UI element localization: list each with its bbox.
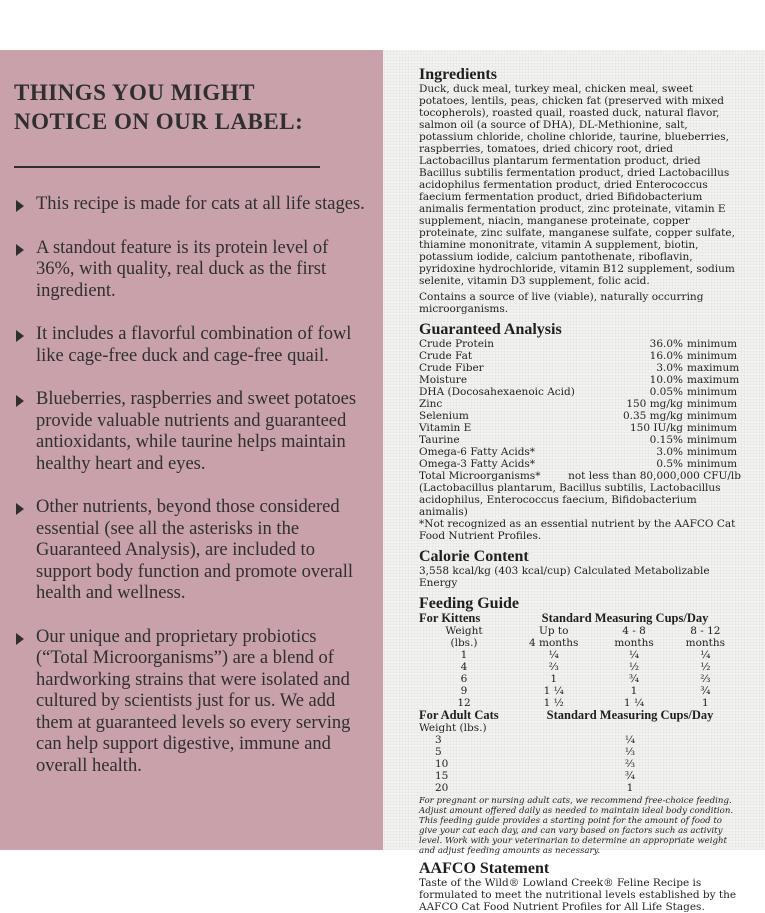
triangle-bullet-icon bbox=[16, 633, 24, 645]
analysis-row bbox=[419, 398, 741, 410]
analysis-name: Crude Fiber bbox=[419, 362, 484, 374]
analysis-value: 3.0% bbox=[656, 446, 683, 458]
analysis-name: Crude Fat bbox=[419, 350, 473, 362]
kitten-row-cell: ¼ bbox=[548, 649, 559, 661]
adult-row-cell: 5 bbox=[435, 746, 442, 758]
analysis-value: 36.0% bbox=[649, 338, 683, 350]
analysis-row bbox=[419, 350, 741, 362]
analysis-value: 150 mg/kg bbox=[626, 398, 683, 410]
analysis-table bbox=[419, 338, 741, 470]
analysis-row bbox=[419, 458, 741, 470]
kitten-row-cell: 1 ½ bbox=[543, 697, 564, 709]
aafco-heading: AAFCO Statement bbox=[419, 860, 550, 877]
analysis-name: Vitamin E bbox=[419, 422, 472, 434]
analysis-row bbox=[419, 338, 741, 350]
kitten-header-row-cell: 8 - 12 bbox=[690, 625, 721, 637]
analysis-name: Omega-3 Fatty Acids* bbox=[419, 458, 536, 470]
analysis-unit: minimum bbox=[687, 350, 738, 362]
analysis-value: 10.0% bbox=[649, 374, 683, 386]
highlights-heading bbox=[14, 78, 371, 136]
analysis-row bbox=[419, 410, 741, 422]
microorganisms-label: Total Microorganisms* bbox=[419, 470, 541, 482]
kitten-row-cell: ¼ bbox=[628, 649, 640, 661]
calorie-text: 3,558 kcal/kg (403 kcal/cup) Calculated Metabolizable Energy bbox=[419, 565, 710, 589]
triangle-bullet-icon bbox=[16, 244, 24, 256]
calorie-heading: Calorie Content bbox=[419, 548, 529, 565]
kitten-row-cell: 1 bbox=[460, 649, 468, 661]
analysis-unit: minimum bbox=[687, 398, 738, 410]
kitten-row-cell: 1 bbox=[701, 697, 709, 709]
kitten-header-row-cell: 4 months bbox=[528, 637, 579, 649]
analysis-heading: Guaranteed Analysis bbox=[419, 321, 562, 338]
adult-row-cell: 20 bbox=[435, 782, 449, 794]
analysis-name: Moisture bbox=[419, 374, 468, 386]
microorganisms-value: not less than 80,000,000 CFU/lb bbox=[568, 470, 741, 482]
kitten-row-cell: ¼ bbox=[700, 649, 711, 661]
analysis-unit: minimum bbox=[687, 458, 738, 470]
kitten-row bbox=[419, 673, 741, 685]
analysis-row bbox=[419, 374, 741, 386]
analysis-value: 16.0% bbox=[649, 350, 683, 362]
kitten-row-cell: 9 bbox=[460, 685, 468, 697]
analysis-unit: maximum bbox=[687, 362, 740, 374]
adult-row-cell: 15 bbox=[435, 770, 449, 782]
analysis-unit: minimum bbox=[687, 386, 738, 398]
analysis-unit: maximum bbox=[687, 374, 740, 386]
adult-row-cell: 3 bbox=[435, 734, 442, 746]
kitten-row-cell: ⅔ bbox=[548, 661, 559, 673]
analysis-row bbox=[419, 446, 741, 458]
kitten-header-row bbox=[419, 625, 741, 637]
adult-feeding-table bbox=[419, 709, 741, 794]
kitten-row-cell: ¾ bbox=[700, 685, 711, 697]
adult-row bbox=[419, 770, 741, 782]
analysis-name: Omega-6 Fatty Acids* bbox=[419, 446, 536, 458]
kitten-header-row-cell: Up to bbox=[538, 625, 569, 637]
kitten-row-cell: 6 bbox=[460, 673, 468, 685]
analysis-footnote: *Not recognized as an essential nutrient by the AAFCO Cat Food Nutrient Profiles. bbox=[419, 518, 736, 542]
adult-row-cell: ⅓ bbox=[624, 746, 636, 758]
heading-divider bbox=[14, 166, 320, 168]
triangle-bullet-icon bbox=[16, 503, 24, 515]
adult-row-cell: 10 bbox=[435, 758, 449, 770]
kitten-row-cell: 1 ¼ bbox=[543, 685, 564, 697]
kitten-header-row-cell: Weight bbox=[445, 625, 483, 637]
bullet-text: This recipe is made for cats at all life stages. bbox=[36, 194, 365, 214]
microorganisms-strains: (Lactobacillus plantarum, Bacillus subtilis, Lactobacillus acidophilus, Enterococcus faecium, Bifidobacterium animalis) bbox=[419, 482, 721, 518]
analysis-row bbox=[419, 422, 741, 434]
bullet-text: Other nutrients, beyond those considered essential (see all the asterisks in the Guaranteed Analysis), are included to support body function and promote overall health and wellness. bbox=[36, 497, 354, 603]
analysis-name: Crude Protein bbox=[419, 338, 495, 350]
kitten-row-cell: 1 ¼ bbox=[623, 697, 645, 709]
analysis-name: Taurine bbox=[419, 434, 460, 446]
analysis-value: 150 IU/kg bbox=[630, 422, 683, 434]
analysis-name: Zinc bbox=[419, 398, 443, 410]
bullet-text: Our unique and proprietary probiotics (“Total Microorganisms”) are a blend of hardworking strains that were isolated and cultured by scientists just for us. We add them at guaranteed levels so every serving can help support digestive, immune and overall health. bbox=[36, 626, 351, 776]
kitten-header-row-cell: months bbox=[685, 637, 726, 649]
adult-row bbox=[419, 746, 741, 758]
kitten-header-row bbox=[419, 637, 741, 649]
kittens-label: For Kittens bbox=[419, 611, 481, 625]
analysis-unit: minimum bbox=[687, 446, 738, 458]
kitten-row-cell: 1 bbox=[550, 673, 558, 685]
bullet-item bbox=[14, 627, 371, 778]
analysis-name: Selenium bbox=[419, 410, 469, 422]
kitten-row-cell: 4 bbox=[460, 661, 468, 673]
adult-cups-label: Standard Measuring Cups/Day bbox=[546, 708, 714, 722]
analysis-row bbox=[419, 386, 741, 398]
adult-row-cell: 1 bbox=[626, 782, 634, 794]
feeding-note: For pregnant or nursing adult cats, we recommend free-choice feeding. Adjust amount offered daily as needed to maintain ideal body condition. This feeding guide provides a starting point for the amount of food to give your cat each day, and can vary based on factors such as activity level. Work with your veterinarian to determine an appropriate weight and adjust feeding amounts as necessary. bbox=[419, 796, 734, 856]
nutrition-label bbox=[383, 50, 765, 913]
analysis-value: 0.05% bbox=[649, 386, 683, 398]
triangle-bullet-icon bbox=[16, 200, 24, 212]
analysis-unit: minimum bbox=[687, 410, 738, 422]
adult-cats-label: For Adult Cats bbox=[419, 708, 499, 722]
kitten-feeding-table bbox=[419, 612, 741, 709]
ingredients-text: Duck, duck meal, turkey meal, chicken meal, sweet potatoes, lentils, peas, chicken fat (preserved with mixed tocopherols), roasted quail, roasted duck, natural flavor, salmon oil (a source of DHA), DL-Methionine, salt, potassium chloride, choline chloride, taurine, blueberries, raspberries, tomatoes, dried chicory root, dried Lactobacillus plantarum fermentation product, dried Bacillus subtilis fermentation product, dried Lactobacillus acidophilus fermentation product, dried Enterococcus faecium fermentation product, dried Bifidobacterium animalis fermentation product, zinc proteinate, vitamin E supplement, niacin, manganese proteinate, copper proteinate, zinc sulfate, manganese sulfate, copper sulfate, thiamine mononitrate, vitamin A supplement, biotin, potassium iodide, calcium pantothenate, riboflavin, pyridoxine hydrochloride, vitamin B12 supplement, sodium selenite, vitamin D3 supplement, folic acid. bbox=[419, 83, 735, 287]
kitten-row bbox=[419, 685, 741, 697]
kitten-row-cell: ½ bbox=[628, 661, 640, 673]
kitten-row bbox=[419, 661, 741, 673]
analysis-row bbox=[419, 434, 741, 446]
heading-line-2: NOTICE ON OUR LABEL: bbox=[14, 109, 304, 134]
bullet-text: Blueberries, raspberries and sweet potatoes provide valuable nutrients and guaranteed antioxidants, while taurine helps maintain healthy heart and eyes. bbox=[36, 389, 357, 474]
aafco-text: Taste of the Wild® Lowland Creek® Feline Recipe is formulated to meet the nutritional levels established by the AAFCO Cat Food Nutrient Profiles for All Life Stages. bbox=[419, 877, 737, 913]
analysis-value: 3.0% bbox=[656, 362, 683, 374]
adult-row bbox=[419, 782, 741, 794]
adult-weight-header: Weight (lbs.) bbox=[419, 722, 487, 734]
kitten-header-row-cell: months bbox=[614, 637, 654, 649]
kitten-row-cell: 12 bbox=[457, 697, 471, 709]
kitten-row-cell: ¾ bbox=[628, 673, 640, 685]
feeding-heading: Feeding Guide bbox=[419, 595, 520, 612]
bullet-item bbox=[14, 238, 371, 303]
triangle-bullet-icon bbox=[16, 330, 24, 342]
kitten-row-cell: ⅔ bbox=[700, 673, 711, 685]
kitten-header-row-cell: 4 - 8 bbox=[622, 625, 646, 637]
analysis-value: 0.35 mg/kg bbox=[622, 410, 683, 422]
adult-row bbox=[419, 734, 741, 746]
highlights-panel bbox=[0, 50, 383, 850]
bullet-text: It includes a flavorful combination of fowl like cage-free duck and cage-free quail. bbox=[36, 324, 352, 366]
kitten-row-cell: ½ bbox=[700, 661, 711, 673]
bullet-item bbox=[14, 194, 371, 216]
analysis-unit: minimum bbox=[687, 422, 738, 434]
adult-row-cell: ⅔ bbox=[624, 758, 636, 770]
analysis-name: DHA (Docosahexaenoic Acid) bbox=[419, 386, 575, 398]
kitten-cups-label: Standard Measuring Cups/Day bbox=[541, 611, 709, 625]
triangle-bullet-icon bbox=[16, 395, 24, 407]
bullet-item bbox=[14, 389, 371, 475]
analysis-value: 0.15% bbox=[649, 434, 683, 446]
analysis-unit: minimum bbox=[687, 338, 738, 350]
ingredients-note: Contains a source of live (viable), naturally occurring microorganisms. bbox=[419, 291, 704, 315]
adult-row bbox=[419, 758, 741, 770]
label-panel bbox=[0, 50, 765, 913]
adult-row-cell: ¾ bbox=[624, 770, 636, 782]
heading-line-1: THINGS YOU MIGHT bbox=[14, 80, 256, 105]
bullet-text: A standout feature is its protein level of 36%, with quality, real duck as the first ingredient. bbox=[36, 237, 329, 301]
microorganisms-row bbox=[419, 470, 741, 482]
ingredients-heading: Ingredients bbox=[419, 66, 497, 83]
analysis-unit: minimum bbox=[687, 434, 738, 446]
adult-row-cell: ¼ bbox=[624, 734, 636, 746]
kitten-row bbox=[419, 649, 741, 661]
analysis-row bbox=[419, 362, 741, 374]
analysis-value: 0.5% bbox=[656, 458, 683, 470]
kitten-row-cell: 1 bbox=[630, 685, 638, 697]
bullet-item bbox=[14, 324, 371, 367]
kitten-header-row-cell: (lbs.) bbox=[450, 637, 478, 649]
bullet-item bbox=[14, 497, 371, 605]
